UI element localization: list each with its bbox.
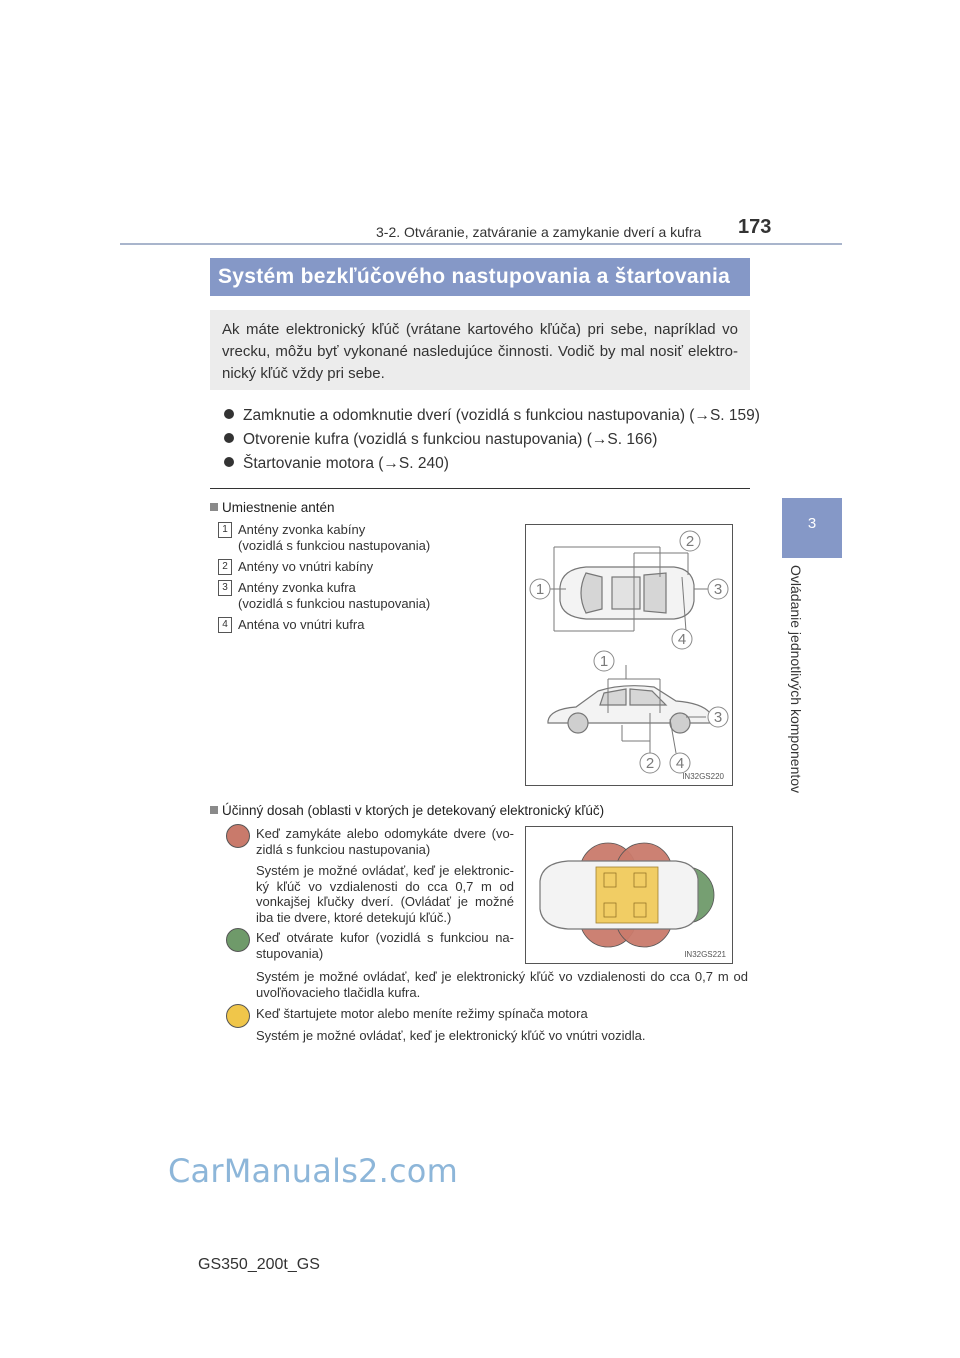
callout-4: 4 [677, 631, 687, 648]
range-item-trunk-heading: Keď otvárate kufor (vozidlá s funkciou na-stupovania) [256, 930, 514, 961]
section-divider [210, 488, 750, 489]
antenna-item-1: Antény zvonka kabíny (vozidlá s funkciou nastupovania) [238, 522, 431, 553]
bullet-dot-icon [224, 409, 234, 419]
chapter-side-text: Ovládanie jednotlivých komponentov [788, 565, 804, 794]
green-zone-icon [226, 928, 250, 952]
header-rule [120, 243, 842, 245]
figure-code: IN32GS221 [684, 950, 726, 959]
antenna-item-2: Antény vo vnútri kabíny [238, 559, 374, 574]
chapter-tab: 3 [782, 498, 842, 558]
antenna-diagram [526, 525, 732, 785]
range-item-engine: Keď štartujete motor alebo meníte režimy spínača motora Systém je možné ovládať, keď je elektronický kľúč vo vnútri vozidla. [256, 1006, 646, 1043]
square-bullet-icon [210, 806, 218, 814]
callout-2: 2 [685, 533, 695, 550]
watermark-logo[interactable]: CarManuals2.com [168, 1152, 458, 1190]
intro-box: Ak máte elektronický kľúč (vrátane kartového kľúča) pri sebe, napríklad vo vrecku, môžu byť vykonané nasledujúce činnosti. Vodič by mal nosiť elektro-nický kľúč vždy pri sebe. [210, 310, 750, 390]
section-title: Systém bezkľúčového nastupovania a štartovania [210, 258, 750, 296]
range-figure [525, 826, 733, 964]
range-item-trunk-body: Systém je možné ovládať, keď je elektronický kľúč vo vzdialenosti do cca 0,7 m od uvoľňovacieho tlačidla kufra. [256, 969, 748, 1000]
antenna-number-4: 4 [218, 617, 232, 633]
callout-1: 1 [535, 581, 545, 598]
chapter-side-label [788, 565, 824, 825]
antenna-item-3: Antény zvonka kufra (vozidlá s funkciou nastupovania) [238, 580, 431, 611]
antenna-section-title: Umiestnenie antén [210, 500, 335, 515]
square-bullet-icon [210, 503, 218, 511]
red-zone-icon [226, 824, 250, 848]
antenna-item-4: Anténa vo vnútri kufra [238, 617, 365, 632]
car-top-view [560, 567, 694, 619]
bullet-item: Štartovanie motora (→S. 240) [224, 455, 449, 473]
bullet-dot-icon [224, 457, 234, 467]
antenna-number-3: 3 [218, 580, 232, 596]
yellow-zone-icon [226, 1004, 250, 1028]
figure-code: IN32GS220 [682, 772, 724, 781]
range-item-doors: Keď zamykáte alebo odomykáte dvere (vo-zidlá s funkciou nastupovania) Systém je možné ovládať, keď je elektronic-ký kľúč vo vzdialenosti do cca 0,7 m od vonkajšej kľučky dverí. (Ovládať je možné iba tie dvere, ktoré detekujú kľúč.) [256, 826, 514, 925]
callout-3: 3 [713, 581, 723, 598]
antenna-figure [525, 524, 733, 786]
bullet-item: Zamknutie a odomknutie dverí (vozidlá s funkciou nastupovania) (→S. 159) [224, 407, 760, 425]
page-number: 173 [738, 216, 772, 238]
car-side-view [548, 686, 712, 733]
callout-1b: 1 [599, 653, 609, 670]
callout-4b: 4 [675, 755, 685, 772]
callout-2b: 2 [645, 755, 655, 772]
chapter-title: 3-2. Otváranie, zatváranie a zamykanie dverí a kufra [376, 224, 702, 240]
model-footer: GS350_200t_GS [198, 1256, 320, 1273]
range-diagram [526, 827, 732, 963]
bullet-dot-icon [224, 433, 234, 443]
bullet-item: Otvorenie kufra (vozidlá s funkciou nastupovania) (→S. 166) [224, 431, 657, 449]
range-section-title: Účinný dosah (oblasti v ktorých je detekovaný elektronický kľúč) [210, 803, 604, 818]
antenna-number-2: 2 [218, 559, 232, 575]
callout-3b: 3 [713, 709, 723, 726]
antenna-number-1: 1 [218, 522, 232, 538]
